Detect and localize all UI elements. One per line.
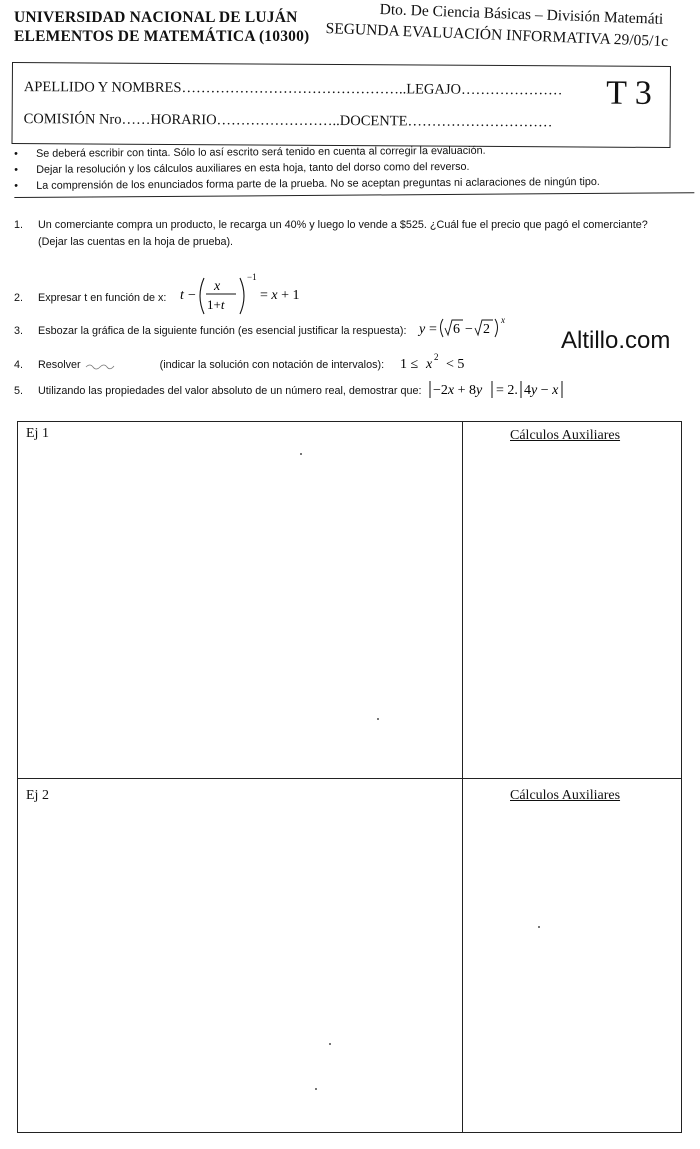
svg-text:y: y — [418, 322, 425, 337]
comision-field[interactable]: COMISIÓN Nro…… — [23, 111, 151, 128]
svg-text:−: − — [464, 322, 473, 337]
bullet-icon: • — [14, 163, 18, 176]
q4-scribble — [84, 359, 118, 371]
horario-field[interactable]: HORARIO…………………….. — [150, 111, 340, 130]
department-name: Dto. De Ciencia Básicas – División Matemáti — [379, 1, 664, 28]
svg-text:−: − — [188, 288, 197, 303]
svg-text:1+t: 1+t — [207, 297, 225, 312]
svg-text:=: = — [428, 322, 437, 337]
svg-text:−2x + 8y: −2x + 8y — [432, 383, 482, 398]
ej2-aux-label: Cálculos Auxiliares — [510, 788, 621, 803]
course-name: ELEMENTOS DE MATEMÁTICA (10300) — [14, 28, 310, 45]
speck — [329, 1043, 331, 1045]
speck — [315, 1088, 317, 1090]
evaluation-title: SEGUNDA EVALUACIÓN INFORMATIVA 29/05/1с — [325, 20, 669, 51]
question-2: 2. Expresar t en función de x: t − x 1+t −1 = x + 1 — [14, 276, 314, 320]
ej1-label: Ej 1 — [26, 426, 49, 441]
q4-formula — [398, 352, 474, 374]
instruction-item: • Se deberá escribir con tinta. Sólo lo así escrito será tenido en cuenta al corregir la evaluación. — [14, 144, 486, 160]
legajo-field[interactable]: LEGAJO………………… — [406, 81, 563, 99]
svg-text:x: x — [500, 315, 505, 325]
q5-formula — [426, 378, 566, 400]
student-info-box — [11, 62, 670, 148]
svg-text:x: x — [426, 357, 433, 372]
ej1-aux-label: Cálculos Auxiliares — [510, 428, 621, 443]
svg-text:2: 2 — [434, 352, 439, 362]
ej2-aux-area[interactable] — [464, 810, 680, 1130]
instructions — [14, 141, 684, 194]
svg-text:4y − x: 4y − x — [523, 383, 558, 398]
speck — [300, 453, 302, 455]
q3-formula — [417, 313, 517, 341]
exam-theme: T 3 — [606, 74, 652, 112]
instruction-item: • Dejar la resolución y los cálculos auxiliares en esta hoja, tanto del dorso como del reverso. — [14, 160, 470, 176]
docente-field[interactable]: DOCENTE………………………… — [339, 113, 553, 131]
question-4: 4. Resolver (indicar la solución con notación de intervalos): 1 ≤ x 2 < 5 — [14, 356, 474, 374]
ej2-label: Ej 2 — [26, 788, 49, 803]
svg-text:< 5: < 5 — [446, 357, 465, 372]
svg-text:x: x — [214, 279, 221, 294]
q2-formula — [174, 270, 314, 320]
svg-text:t: t — [180, 288, 185, 303]
svg-text:2: 2 — [482, 322, 490, 337]
ej1-answer-area[interactable] — [18, 448, 461, 776]
bullet-icon: • — [14, 179, 19, 192]
bullet-icon: • — [14, 147, 18, 160]
row-divider — [18, 778, 681, 779]
watermark: Altillo.com — [561, 327, 671, 354]
ej2-answer-area[interactable] — [18, 810, 461, 1130]
ej1-aux-area[interactable] — [464, 448, 680, 776]
name-field[interactable]: APELLIDO Y NOMBRES……………………………………….. — [23, 79, 407, 98]
question-1: 1. Un comerciante compra un producto, le recarga un 40% y luego lo vende a $525. ¿Cuál fue el precio que pagó el comerciante? — [14, 219, 648, 231]
university-name: UNIVERSIDAD NACIONAL DE LUJÁN — [14, 9, 298, 26]
column-divider — [462, 422, 463, 1132]
question-3: 3. Esbozar la gráfica de la siguiente función (es esencial justificar la respuesta): y = 6 − 2 x — [14, 321, 517, 341]
question-5: 5. Utilizando las propiedades del valor absoluto de un número real, demostrar que: −2x + 8y = 2. 4y − x — [14, 382, 566, 400]
student-line-2 — [24, 111, 553, 131]
svg-text:= x + 1: = x + 1 — [260, 288, 300, 303]
student-line-1 — [24, 79, 563, 99]
svg-text:−1: −1 — [247, 272, 258, 282]
speck — [377, 718, 379, 720]
svg-text:= 2.: = 2. — [495, 383, 518, 398]
svg-text:6: 6 — [452, 322, 460, 337]
svg-text:1 ≤: 1 ≤ — [400, 357, 419, 372]
instruction-item: • La comprensión de los enunciados forma parte de la prueba. No se aceptan preguntas ni aclaraciones de ningún tipo. — [14, 175, 600, 192]
question-1-note: (Dejar las cuentas en la hoja de prueba). — [38, 236, 234, 248]
speck — [538, 926, 540, 928]
answer-grid — [17, 421, 682, 1133]
